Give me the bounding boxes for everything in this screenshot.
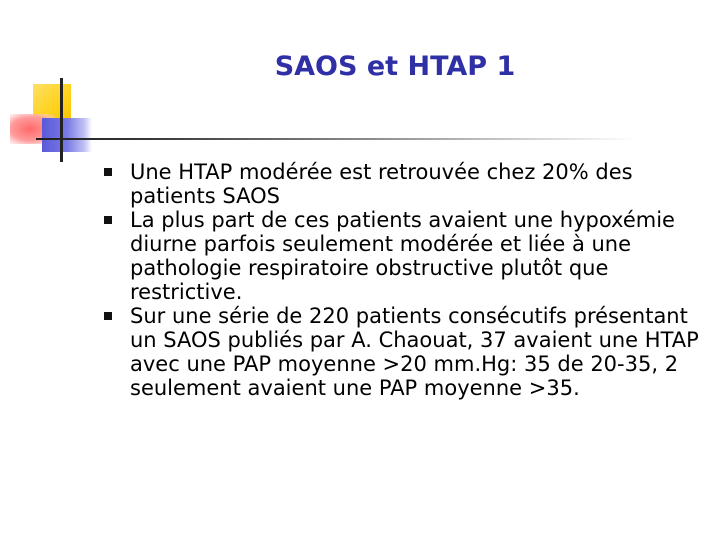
bullet-list [104,160,704,400]
square-bullet-icon [104,312,112,320]
bullet-text: Une HTAP modérée est retrouvée chez 20% des patients SAOS [130,160,633,208]
bullet-text: Sur une série de 220 patients consécutifs présentant un SAOS publiés par A. Chaouat, 37 avaient une HTAP avec une PAP moyenne >20 mm.Hg: 35 de 20-35, 2 seulement avaient une PAP moyenne >35. [130,304,699,400]
horizontal-rule [36,138,636,140]
slide-title: SAOS et HTAP 1 [274,51,516,82]
bullet-item [104,160,704,208]
bullet-item [104,304,704,400]
blue-square-decoration [42,118,92,152]
decorative-logo [0,0,200,170]
bullet-text: La plus part de ces patients avaient une hypoxémie diurne parfois seulement modérée et liée à une pathologie respiratoire obstructive plutôt que restrictive. [130,208,675,304]
square-bullet-icon [104,216,112,224]
bullet-item [104,208,704,304]
vertical-rule [60,78,63,162]
square-bullet-icon [104,168,112,176]
